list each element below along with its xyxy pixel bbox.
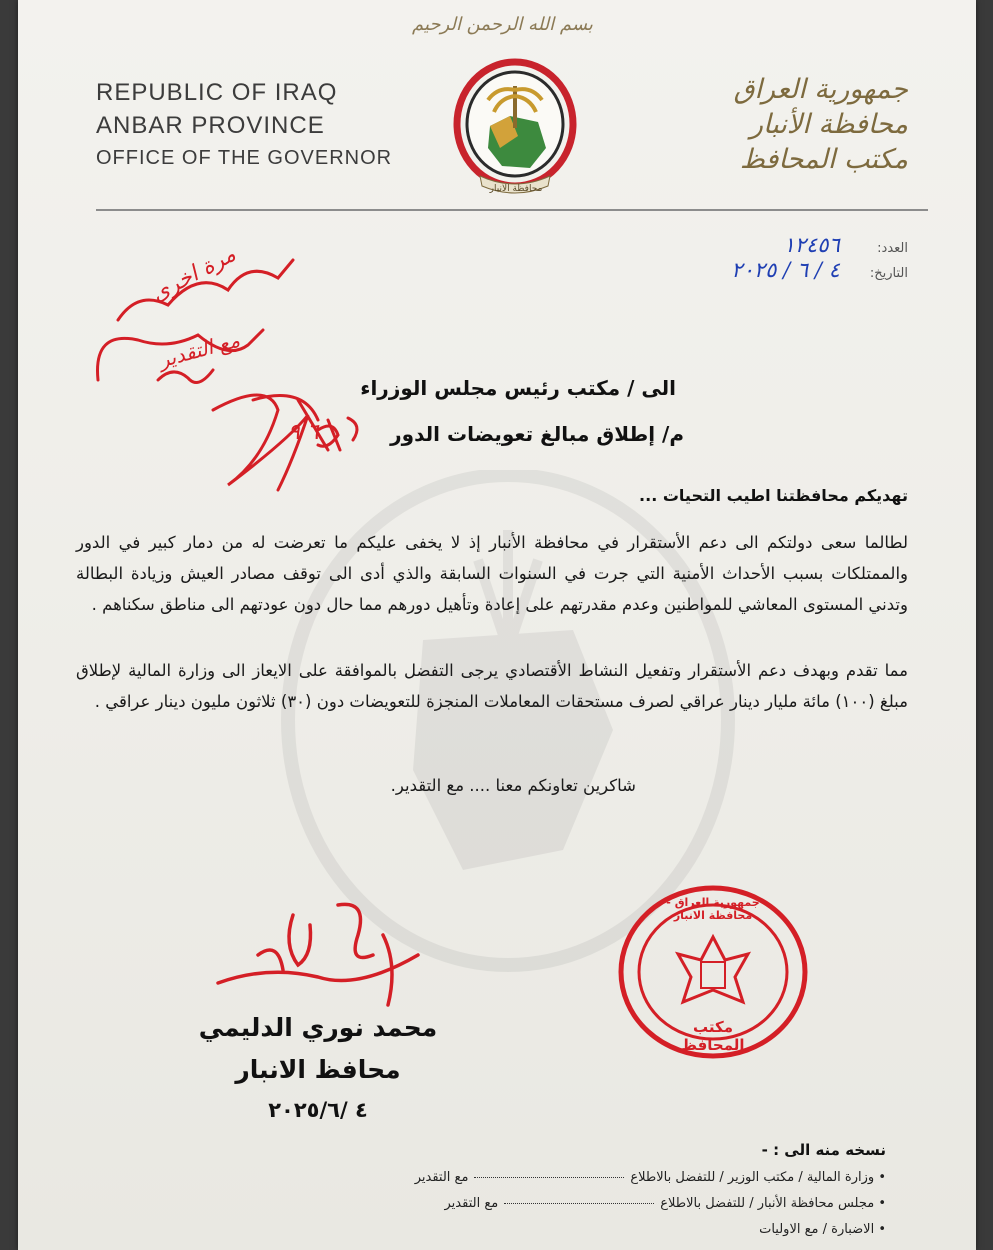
- number-value: ١٢٤٥٦: [783, 233, 840, 257]
- signatory-name: محمد نوري الدليمي: [198, 1013, 438, 1042]
- copy-bullet: •: [874, 1170, 886, 1185]
- header-line-office-ar: مكتب المحافظ: [739, 144, 908, 175]
- letter-paragraph-1: لطالما سعى دولتكم الى دعم الأستقرار في محافظة الأنبار إذ لا يخفى عليكم ما تعرضت له من دمار كبير في الدور والممتلكات بسبب الأحداث الأمنية التي جرت في السنوات السابقة والذي أدى الى توقف مصادر العيش وزيادة البطالة وتدني المستوى المعاشي للمواطنين وعدم مقدرتهم على إعادة وتأهيل دورهم مما حال دون عودتهم الى مناطق سكناهم .: [76, 533, 908, 614]
- copy-item: [415, 1170, 886, 1185]
- number-label: العدد:: [877, 241, 908, 256]
- header-line-country-ar: جمهورية العراق: [733, 74, 908, 105]
- arabic-header: [734, 72, 908, 177]
- governorate-emblem-icon: [440, 56, 590, 202]
- header-divider: [96, 209, 928, 211]
- handwritten-note-2: مع التقدير: [156, 327, 243, 373]
- copy-bullet: •: [874, 1222, 886, 1237]
- date-row: [731, 258, 908, 282]
- header-line-province: ANBAR PROVINCE: [96, 112, 325, 139]
- date-label: التاريخ:: [869, 266, 908, 281]
- copy-text: وزارة المالية / مكتب الوزير / للتفضل بالاطلاع: [630, 1170, 875, 1185]
- subject-line: م/ إطلاق مبالغ تعويضات الدور: [390, 422, 684, 446]
- signature-date: ٤ /٢٠٢٥/٦: [268, 1098, 368, 1122]
- copy-suffix: مع التقدير: [444, 1196, 499, 1211]
- copies-heading: نسخه منه الى : -: [761, 1141, 886, 1159]
- copy-item: [445, 1196, 887, 1211]
- header-line-province-ar: محافظة الأنبار: [749, 109, 908, 140]
- dotted-leader: [504, 1203, 654, 1204]
- emblem-caption: محافظة الانبار: [489, 184, 543, 194]
- header-line-office: OFFICE OF THE GOVERNOR: [96, 147, 393, 169]
- reference-number-row: [783, 233, 908, 257]
- header-line-country: REPUBLIC OF IRAQ: [96, 79, 338, 106]
- recipient-line: الى / مكتب رئيس مجلس الوزراء: [360, 376, 676, 400]
- stamp-bottom-text: مكتب المحافظ: [681, 1018, 745, 1054]
- letter-paragraph-2: مما تقدم وبهدف دعم الأستقرار وتفعيل النشاط الأقتصادي يرجى التفضل بالموافقة على الايعاز الى وزارة المالية لإطلاق مبلغ (١٠٠) مائة مليار دينار عراقي لصرف مستحقات المعاملات المنجزة للتعويضات دون (٣٠) ثلاثون مليون دينار عراقي .: [76, 661, 908, 711]
- handwritten-initials: ٦ ٩: [288, 420, 319, 445]
- copy-item: [759, 1222, 886, 1237]
- dotted-leader: [474, 1177, 624, 1178]
- copy-text: مجلس محافظة الأنبار / للتفضل بالاطلاع: [660, 1196, 875, 1211]
- closing-line: شاكرين تعاونكم معنا .... مع التقدير.: [390, 776, 636, 795]
- stamp-top-text: جمهورية العراق - محافظة الانبار: [666, 896, 760, 922]
- greeting-line: تهديكم محافظتنا اطيب التحيات ...: [639, 486, 908, 505]
- date-value: ٤ / ٦ / ٢٠٢٥: [731, 258, 840, 282]
- signature-scribble-icon: [198, 895, 438, 1015]
- english-header: [96, 76, 392, 175]
- copy-bullet: •: [874, 1196, 886, 1211]
- signatory-title: محافظ الانبار: [235, 1055, 401, 1084]
- letter-page: [18, 0, 976, 1250]
- copy-suffix: مع التقدير: [414, 1170, 469, 1185]
- handwritten-note-1: مرة اخرى: [147, 241, 241, 308]
- basmala-text: بسم الله الرحمن الرحيم: [412, 14, 593, 35]
- copy-text: الاضبارة / مع الاوليات: [759, 1222, 875, 1237]
- handwritten-annotation-icon: [78, 250, 378, 510]
